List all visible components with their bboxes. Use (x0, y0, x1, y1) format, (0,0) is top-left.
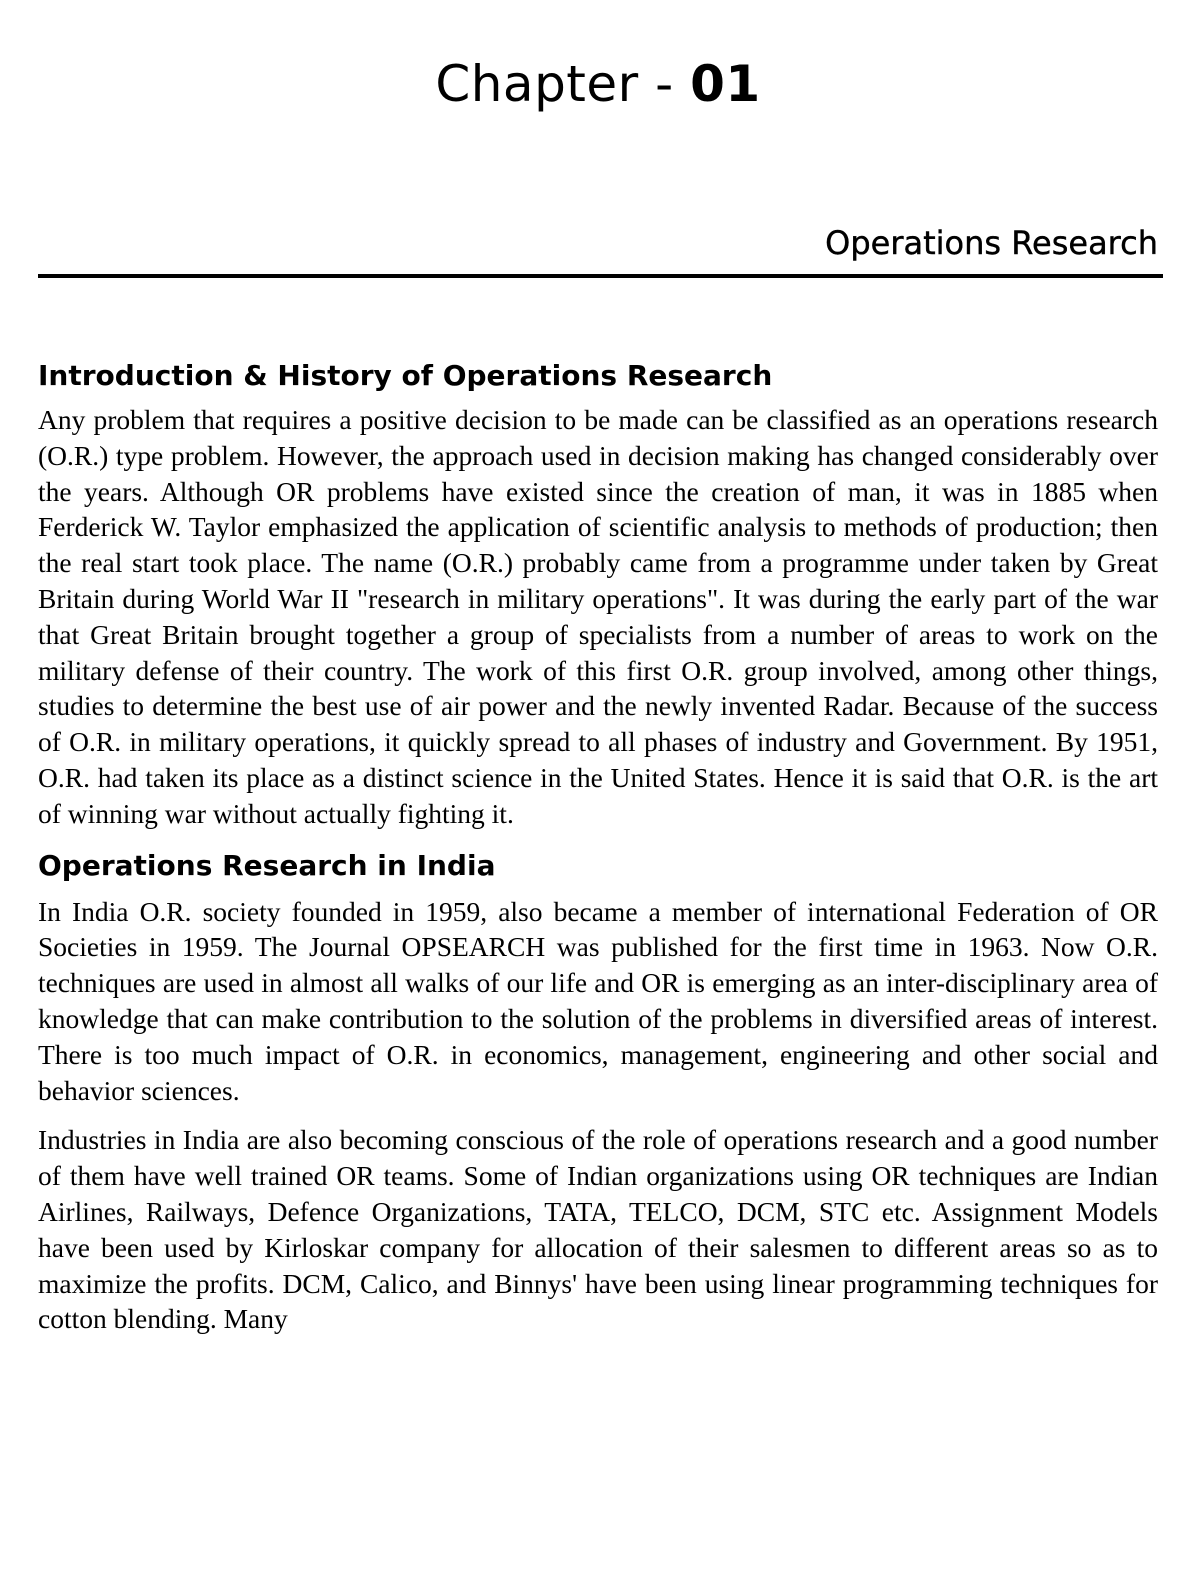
chapter-prefix: Chapter - (435, 55, 691, 113)
section-heading-india: Operations Research in India (38, 848, 496, 882)
book-title: Operations Research (825, 224, 1158, 262)
chapter-title (38, 52, 1158, 116)
section-heading-introduction: Introduction & History of Operations Research (38, 359, 773, 392)
paragraph-india-1: In India O.R. society founded in 1959, also became a member of international Federation of OR Societies in 1959. The Journal OPSEARCH was published for the first time in 1963. Now O.R. techniques are used in almost all walks of our life and OR is emerging as an inter-disciplinary area of knowledge that can make contribution to the solution of the problems in diversified areas of interest. There is too much impact of O.R. in economics, management, engineering and other social and behavior sciences. (38, 895, 1158, 1106)
paragraph-introduction: Any problem that requires a positive decision to be made can be classified as an operations research (O.R.) type problem. However, the approach used in decision making has changed considerably over the years. Although OR problems have existed since the creation of man, it was in 1885 when Ferderick W. Taylor emphasized the application of scientific analysis to methods of production; then the real start took place. The name (O.R.) probably came from a programme under taken by Great Britain during World War II "research in military operations". It was during the early part of the war that Great Britain brought together a group of specialists from a number of areas to work on the military defense of their country. The work of this first O.R. group involved, among other things, studies to determine the best use of air power and the newly invented Radar. Because of the success of O.R. in military operations, it quickly spread to all phases of industry and Government. By 1951, O.R. had taken its place as a distinct science in the United States. Hence it is said that O.R. is the art of winning war without actually fighting it. (38, 404, 1158, 829)
chapter-number: 01 (690, 55, 761, 113)
header-divider (38, 274, 1163, 278)
paragraph-india-2: Industries in India are also becoming conscious of the role of operations research and a good number of them have well trained OR teams. Some of Indian organizations using OR techniques are Indian Airlines, Railways, Defence Organizations, TATA, TELCO, DCM, STC etc. Assignment Models have been used by Kirloskar company for allocation of their salesmen to different areas so as to maximize the profits. DCM, Calico, and Binnys' have been using linear programming techniques for cotton blending. Many (38, 1124, 1158, 1335)
document-body (38, 356, 1158, 1345)
